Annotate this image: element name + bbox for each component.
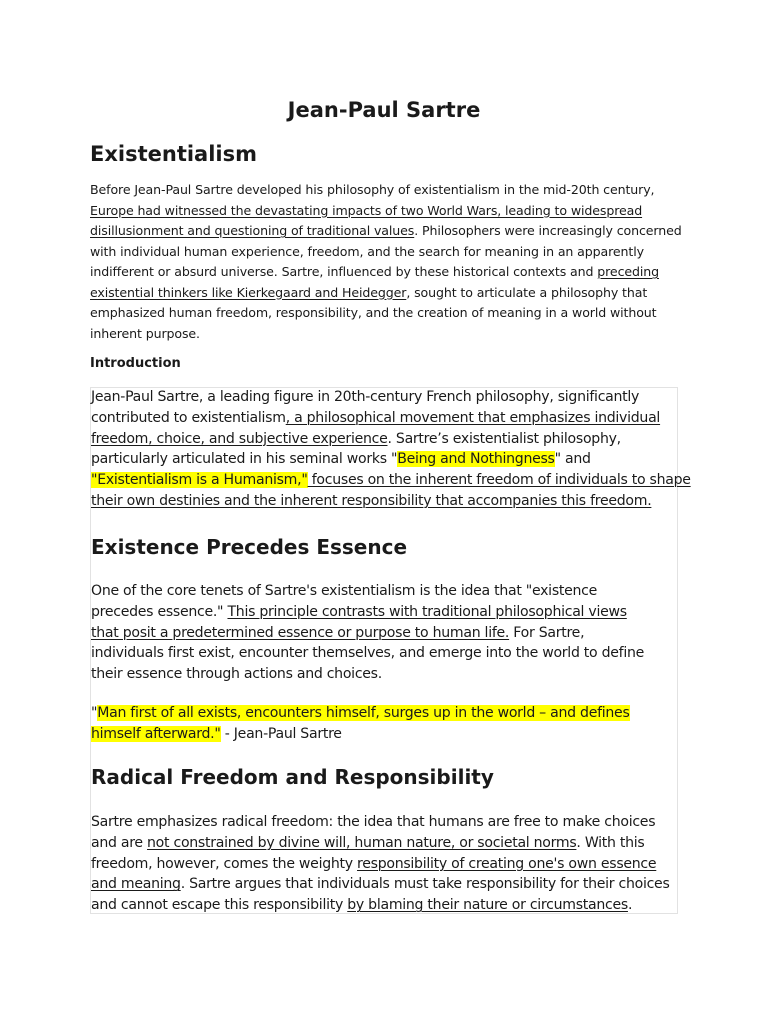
- text-run: . With this freedom, however, comes the weighty: [91, 834, 645, 872]
- highlighted-text: "Existentialism is a Humanism,": [91, 472, 308, 489]
- introduction-paragraph: [91, 387, 691, 512]
- underlined-text: not constrained by divine will, human nature, or societal norms: [147, 834, 577, 851]
- text-run: Before Jean-Paul Sartre developed his philosophy of existentialism in the mid-20th century,: [90, 182, 655, 197]
- heading-existence-precedes-essence: Existence Precedes Essence: [91, 535, 408, 559]
- text-run: " and: [554, 451, 591, 468]
- document-title: Jean-Paul Sartre: [287, 98, 481, 122]
- text-run: .: [627, 897, 633, 914]
- background-paragraph: [90, 180, 690, 344]
- highlighted-text: Being and Nothingness: [397, 451, 555, 468]
- sartre-quote: [91, 703, 681, 745]
- underlined-text: focuses on the inherent freedom of individuals to shape their own destinies and the inherent responsibility that accompanies this freedom.: [91, 472, 691, 509]
- text-run: . Philosophers were increasingly concerned with individual human experience, freedom, and the search for meaning in an apparently indifferent or absurd universe. Sartre, influenced by these historical contexts and: [90, 223, 682, 279]
- underlined-text: responsibility of creating one's own essence and meaning: [91, 855, 657, 893]
- underlined-text: Europe had witnessed the devastating impacts of two World Wars, leading to widespread disillusionment and questioning of traditional values: [90, 202, 643, 238]
- text-run: Jean-Paul Sartre, a leading figure in 20th-century French philosophy, significantly contributed to existentialism: [91, 389, 640, 426]
- underlined-text: , a philosophical movement that emphasizes individual freedom, choice, and subjective experience: [91, 409, 661, 447]
- underlined-text: preceding existential thinkers like Kierkegaard and Heidegger: [90, 264, 659, 300]
- underlined-text: by blaming their nature or circumstances: [347, 897, 628, 914]
- text-run: One of the core tenets of Sartre's existentialism is the idea that "existence precedes essence.": [91, 583, 598, 620]
- text-run: Sartre emphasizes radical freedom: the idea that humans are free to make choices and are: [91, 814, 656, 851]
- text-run: - Jean-Paul Sartre: [220, 725, 342, 742]
- text-run: ": [91, 705, 98, 721]
- text-run: . Sartre’s existentialist philosophy, particularly articulated in his seminal works ": [91, 430, 621, 468]
- section-heading-existentialism: Existentialism: [90, 142, 258, 166]
- introduction-heading: Introduction: [90, 356, 181, 371]
- freedom-paragraph: [91, 812, 681, 916]
- heading-radical-freedom: Radical Freedom and Responsibility: [91, 765, 494, 789]
- underlined-text: This principle contrasts with traditional philosophical views that posit a predetermined essence or purpose to human life.: [91, 603, 627, 641]
- text-run: . Sartre argues that individuals must take responsibility for their choices and cannot escape this responsibility: [91, 876, 670, 914]
- text-run: For Sartre, individuals first exist, encounter themselves, and emerge into the world to define their essence through actions and choices.: [91, 624, 645, 683]
- introduction-box: [90, 387, 691, 914]
- existence-paragraph: [91, 581, 651, 685]
- highlighted-text: Man first of all exists, encounters himself, surges up in the world – and defines himself afterward.": [91, 705, 630, 742]
- text-run: , sought to articulate a philosophy that emphasized human freedom, responsibility, and the creation of meaning in a world without inherent purpose.: [90, 284, 657, 341]
